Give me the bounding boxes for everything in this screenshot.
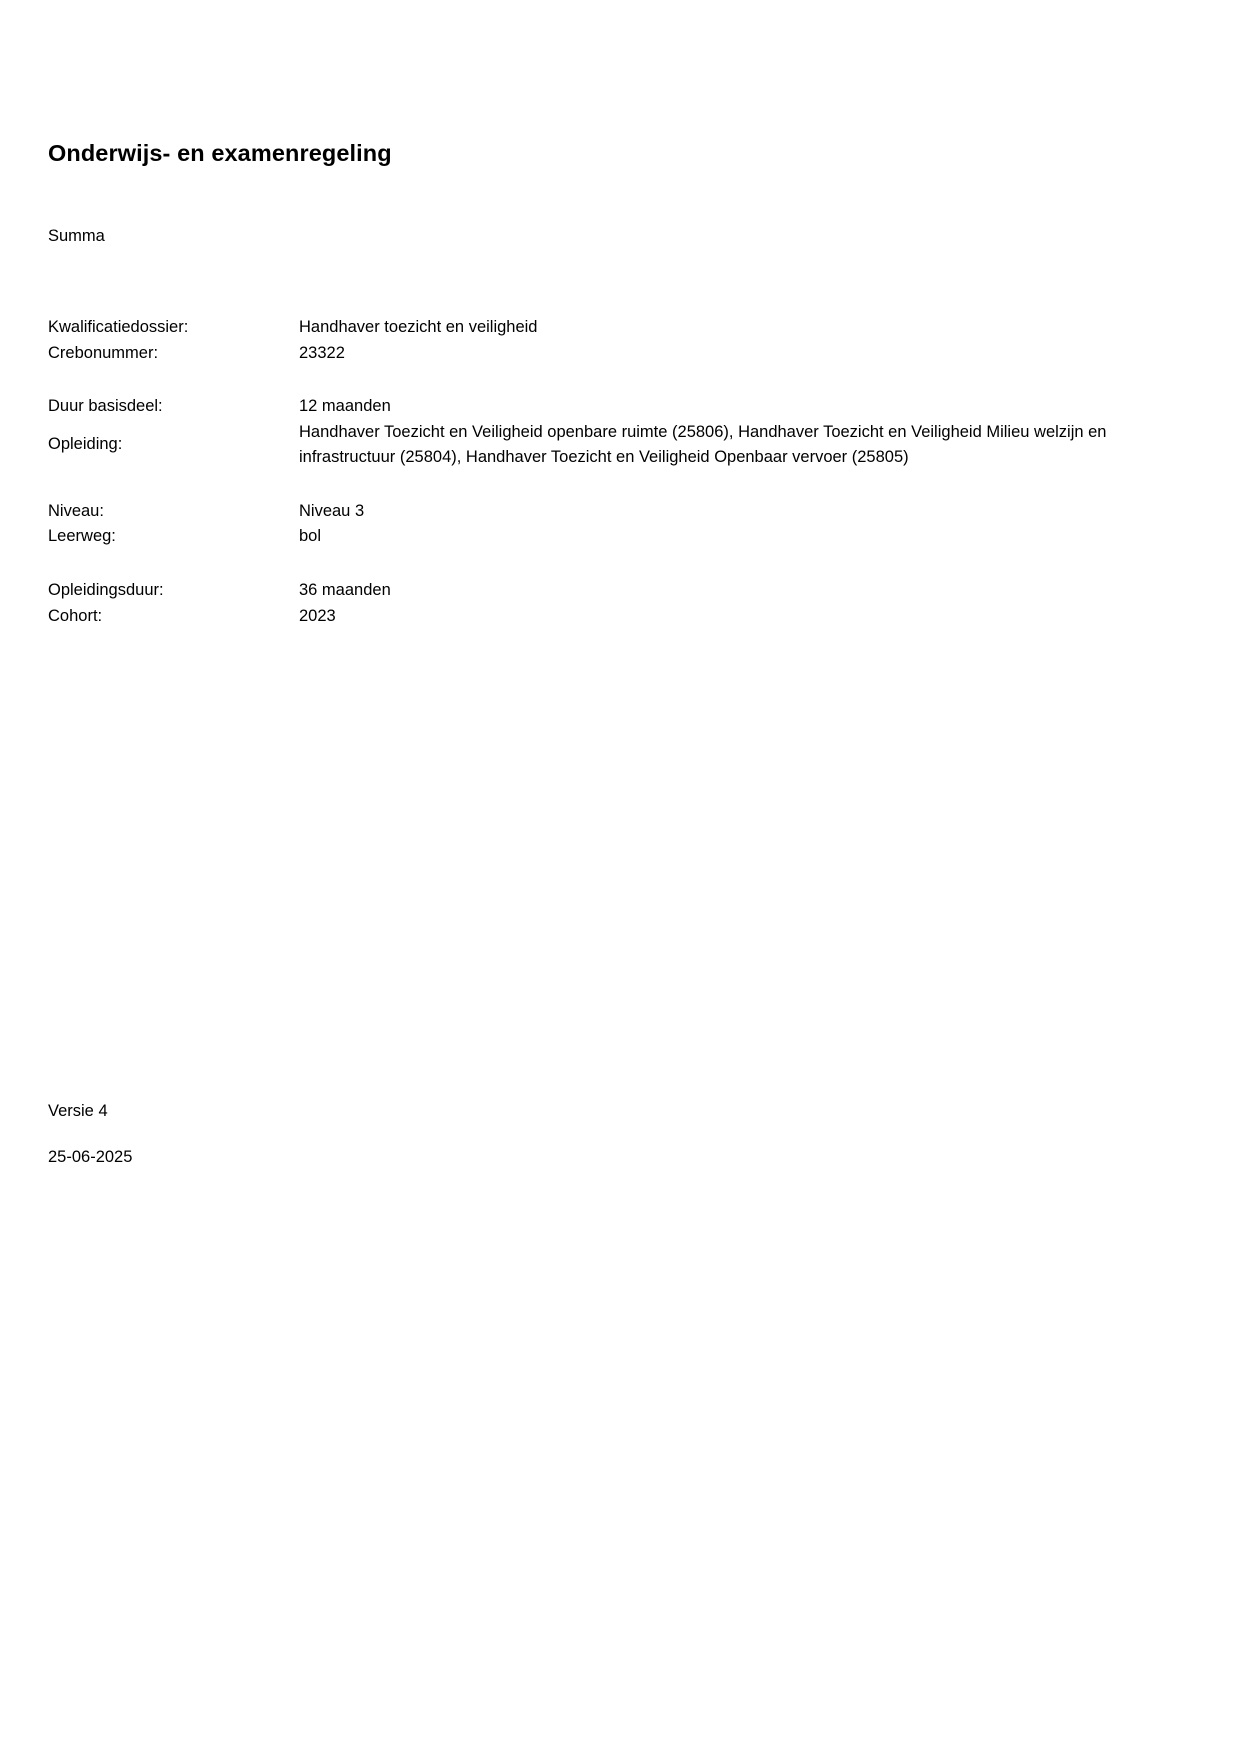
metadata-group-niveau [48,499,1188,550]
document-metadata [48,315,1188,657]
metadata-value: 2023 [299,606,336,625]
metadata-row [48,420,1188,471]
metadata-value: bol [299,527,322,546]
metadata-row [48,578,1188,604]
date-label: 25-06-2025 [48,1148,133,1167]
metadata-row [48,341,1188,367]
metadata-row [48,315,1188,341]
metadata-value: 36 maanden [299,580,391,599]
metadata-row [48,524,1188,550]
metadata-group-kwalificatie [48,315,1188,366]
metadata-label: Crebonummer: [48,343,159,362]
metadata-label: Cohort: [48,606,103,625]
metadata-label: Duur basisdeel: [48,397,163,416]
metadata-group-duur [48,578,1188,629]
metadata-value: 23322 [299,343,345,362]
metadata-row [48,394,1188,420]
organisation-name: Summa [48,227,105,245]
metadata-value: Handhaver toezicht en veiligheid [299,318,538,336]
version-label: Versie 4 [48,1102,108,1120]
metadata-group-opleiding [48,394,1188,471]
document-footer [48,1100,648,1169]
metadata-value: Handhaver Toezicht en Veiligheid openbare ruimte (25806), Handhaver Toezicht en Veiligheid Milieu welzijn en infrastructuur (25804), Handhaver Toezicht en Veiligheid Openbaar vervoer (25805) [299,422,1107,467]
metadata-row [48,604,1188,630]
metadata-label: Niveau: [48,501,104,520]
metadata-row [48,499,1188,525]
metadata-value: 12 maanden [299,397,391,416]
metadata-label: Opleidingsduur: [48,580,164,599]
metadata-label: Leerweg: [48,527,116,546]
metadata-label: Opleiding: [48,435,123,454]
page-title: Onderwijs- en examenregeling [48,139,392,166]
metadata-value: Niveau 3 [299,501,365,520]
metadata-label: Kwalificatiedossier: [48,318,189,336]
